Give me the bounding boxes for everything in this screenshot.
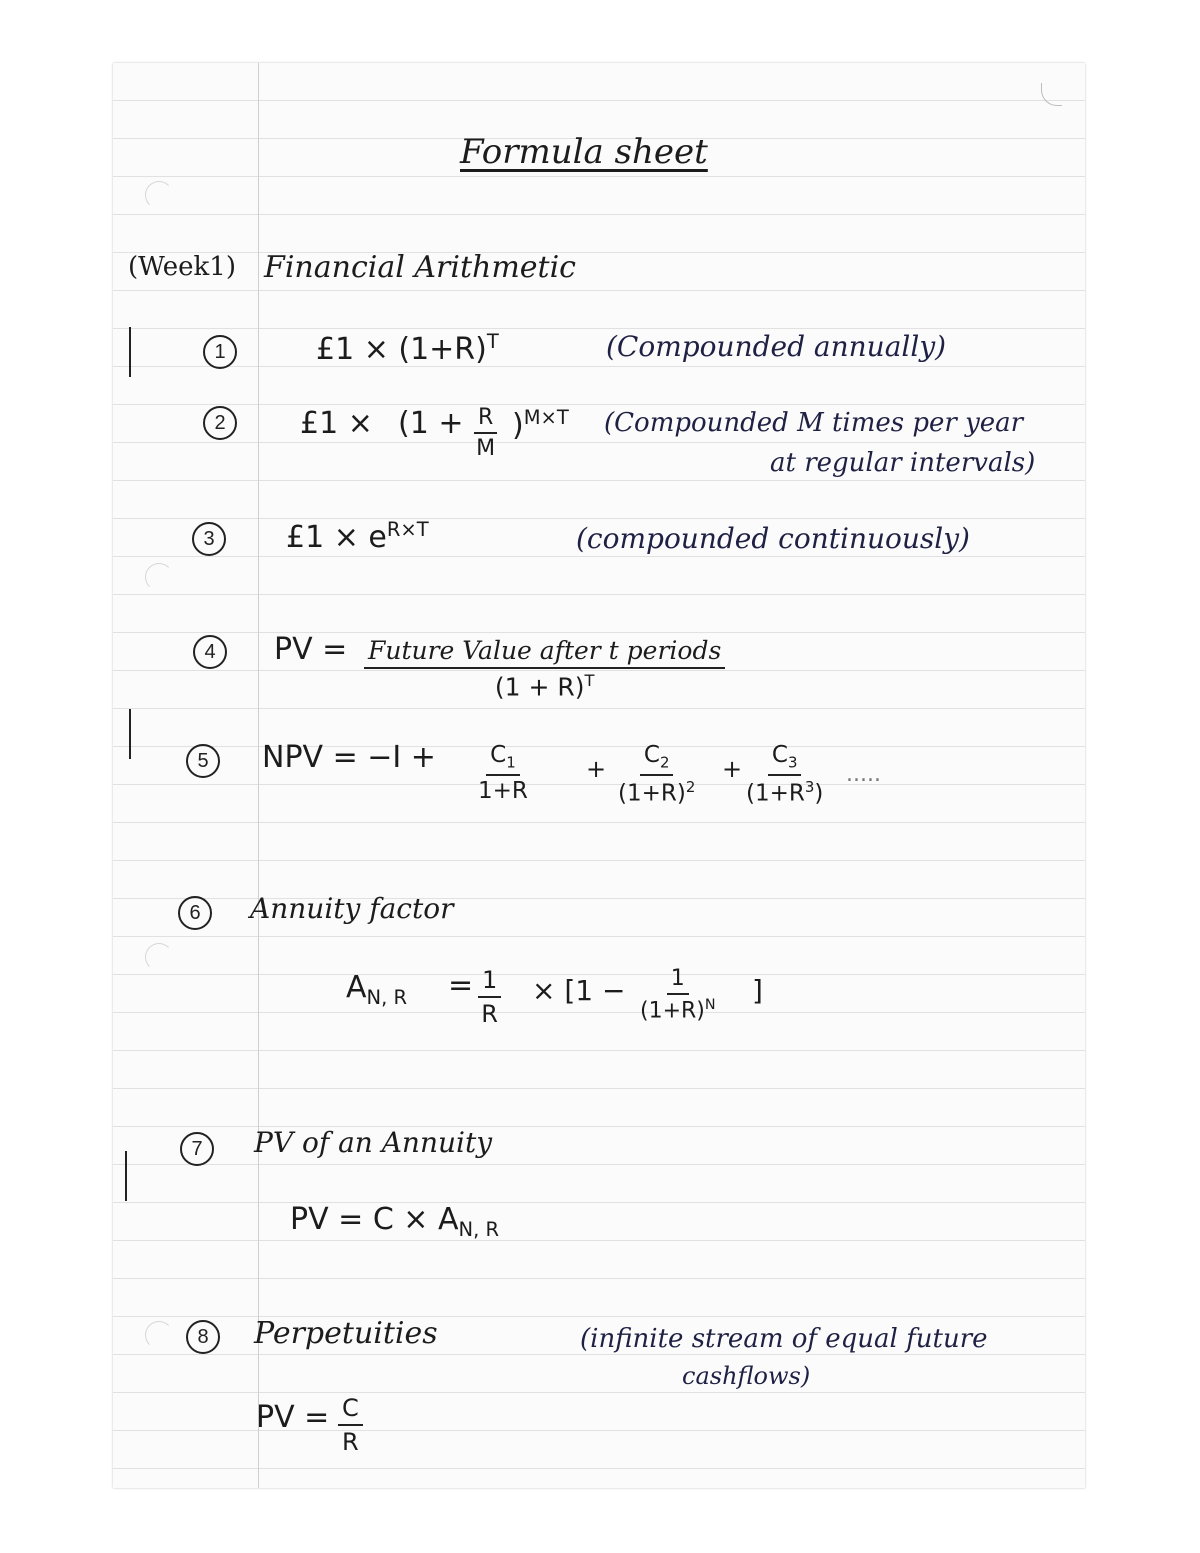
punch-hole xyxy=(145,181,173,209)
formula-5-plus: + xyxy=(586,755,607,783)
formula-1-note: (Compounded annually) xyxy=(606,330,947,363)
formula-5-term-1: $\frac{C_1}{1+R}$ xyxy=(478,742,528,804)
formula-8-lhs: PV = xyxy=(256,1400,330,1435)
formula-number-2: 2 xyxy=(203,406,237,440)
formula-6-bracket: × [1 − xyxy=(532,974,626,1007)
punch-hole xyxy=(145,943,173,971)
formula-number-4: 4 xyxy=(193,635,227,669)
formula-6-equals: = xyxy=(448,968,474,1003)
formula-number-7: 7 xyxy=(180,1132,214,1166)
formula-1-expression: £1 × $(1+R)^T$ xyxy=(316,330,499,367)
margin-line xyxy=(258,63,259,1488)
formula-5-term-2: $\frac{C_2}{(1+R)^2}$ xyxy=(618,742,696,807)
formula-number-1: 1 xyxy=(203,335,237,369)
formula-2-denominator: M xyxy=(476,436,496,461)
margin-mark xyxy=(129,327,131,377)
formula-4-fraction xyxy=(364,636,725,701)
formula-6-fraction: $\frac{1}{R}$ xyxy=(478,966,501,1028)
formula-8-fraction: $\frac{C}{R}$ xyxy=(338,1394,363,1456)
formula-5-plus: + xyxy=(722,755,743,783)
punch-hole xyxy=(145,563,173,591)
page-corner-curl xyxy=(1041,83,1062,106)
section-title: Financial Arithmetic xyxy=(264,250,576,285)
formula-6-label: Annuity factor xyxy=(250,892,454,925)
formula-6-lhs: $A_{N, R}$ xyxy=(346,970,408,1009)
page-title: Formula sheet xyxy=(460,132,708,172)
formula-7-label: PV of an Annuity xyxy=(254,1126,493,1159)
formula-4-lhs: PV = xyxy=(274,632,348,667)
formula-8-note-line2: cashflows) xyxy=(682,1362,811,1390)
margin-mark xyxy=(125,1151,127,1201)
formula-2-open: (1 + xyxy=(398,406,464,441)
punch-hole xyxy=(145,1321,173,1349)
formula-8-note-line1: (infinite stream of equal future xyxy=(580,1324,988,1354)
formula-7-expression: PV = $C \times A_{N, R}$ xyxy=(290,1202,500,1241)
formula-2-note-line1: (Compounded M times per year xyxy=(604,408,1024,438)
formula-2-fraction xyxy=(474,405,497,461)
formula-3-note: (compounded continuously) xyxy=(576,522,970,555)
formula-5-lhs: NPV = −I + xyxy=(262,740,436,775)
formula-2-close: )$^{M\times T}$ xyxy=(512,406,569,443)
formula-6-inner-fraction: $\frac{1}{(1+R)^N}$ xyxy=(640,966,716,1024)
formula-number-3: 3 xyxy=(192,522,226,556)
formula-8-label: Perpetuities xyxy=(254,1316,438,1351)
formula-5-ellipsis: ..... xyxy=(846,762,881,787)
formula-3-expression: £1 × $e^{R\times T}$ xyxy=(286,518,429,555)
formula-4-denominator: $(1 + R)^T$ xyxy=(494,671,595,702)
formula-number-6: 6 xyxy=(178,896,212,930)
formula-number-8: 8 xyxy=(186,1320,220,1354)
week-label: (Week1) xyxy=(128,252,236,282)
formula-2-note-line2: at regular intervals) xyxy=(770,448,1036,478)
margin-mark xyxy=(129,709,131,759)
formula-4-numerator: Future Value after t periods xyxy=(364,636,725,669)
formula-5-term-3: $\frac{C_3}{(1+R^3)}$ xyxy=(746,742,824,807)
formula-number-5: 5 xyxy=(186,744,220,778)
formula-2-numerator: R xyxy=(474,405,497,434)
formula-6-close-bracket: ] xyxy=(752,974,763,1007)
formula-2-prefix: £1 × xyxy=(300,406,373,441)
